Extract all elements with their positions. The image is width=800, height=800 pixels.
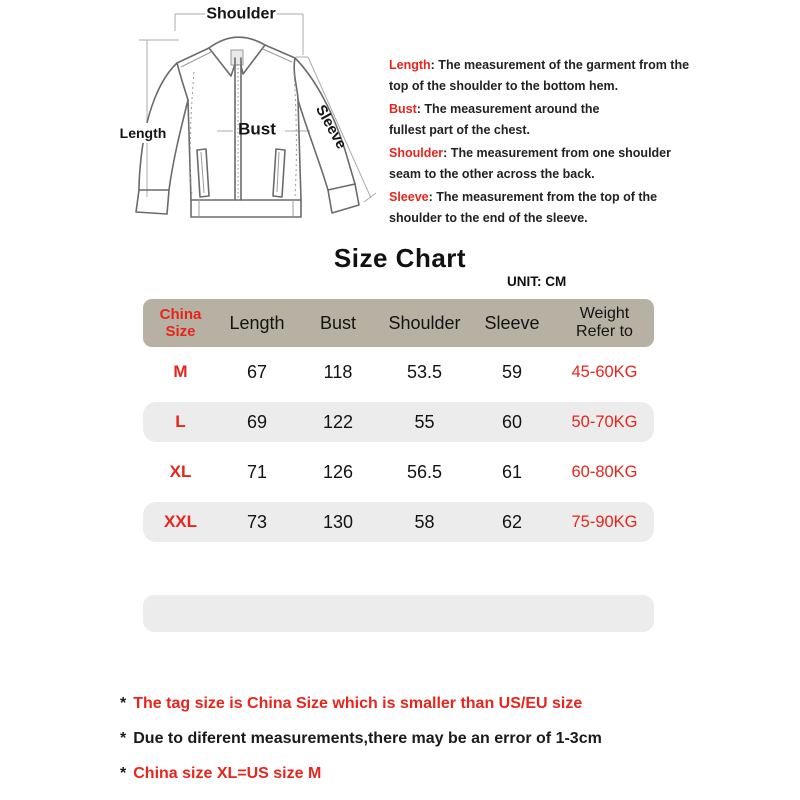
page-title: Size Chart xyxy=(333,243,467,273)
note-text: China size XL=US size M xyxy=(133,765,322,782)
jacket-line-drawing xyxy=(105,0,395,245)
column-header-weight: Weight Refer to xyxy=(576,305,633,340)
sleeve-label: Sleeve xyxy=(312,102,350,152)
definition-shoulder xyxy=(389,143,689,185)
definition-text-line2: shoulder to the end of the sleeve. xyxy=(389,211,588,225)
bust-cell: 130 xyxy=(322,511,354,532)
column-header-china-size: China Size xyxy=(159,306,202,340)
bust-cell: 118 xyxy=(323,361,353,382)
definition-text-line2: fullest part of the chest. xyxy=(389,123,530,137)
definition-term: Sleeve xyxy=(389,190,429,204)
definition-text: : The measurement from one shoulder xyxy=(443,146,671,160)
weight-cell: 50-70KG xyxy=(571,412,638,431)
table-row-xl xyxy=(143,447,654,497)
definition-term: Bust xyxy=(389,102,417,116)
definition-text-line2: top of the shoulder to the bottom hem. xyxy=(389,79,619,93)
note-text: The tag size is China Size which is smaller than US/EU size xyxy=(133,695,583,712)
notes-section xyxy=(120,686,602,791)
shoulder-label: Shoulder xyxy=(206,5,276,23)
bust-cell: 122 xyxy=(322,411,354,432)
shoulder-cell: 55 xyxy=(414,411,435,432)
weight-cell: 45-60KG xyxy=(571,362,638,381)
size-cell: M xyxy=(173,362,188,381)
bust-label: Bust xyxy=(238,119,276,139)
column-header-shoulder: Shoulder xyxy=(388,312,461,333)
shoulder-cell: 53.5 xyxy=(406,361,443,382)
table-header-row xyxy=(143,299,654,347)
empty-row-bar xyxy=(143,595,654,632)
measurement-definitions xyxy=(389,55,689,231)
asterisk: * xyxy=(120,765,127,782)
asterisk: * xyxy=(120,695,127,712)
length-cell: 71 xyxy=(246,461,268,482)
size-chart-table xyxy=(143,299,654,547)
size-cell: XL xyxy=(169,462,192,481)
definition-text-line2: seam to the other across the back. xyxy=(389,167,595,181)
weight-cell: 60-80KG xyxy=(571,462,638,481)
size-cell: XXL xyxy=(163,512,198,531)
size-cell: L xyxy=(175,412,186,431)
note-size-equivalence xyxy=(120,756,602,791)
length-cell: 69 xyxy=(246,411,268,432)
definition-sleeve xyxy=(389,187,689,229)
column-header-bust: Bust xyxy=(319,312,357,333)
definition-text: : The measurement around the xyxy=(416,102,600,116)
length-cell: 73 xyxy=(246,511,268,532)
table-row-m xyxy=(143,347,654,397)
shoulder-cell: 56.5 xyxy=(406,461,443,482)
definition-text: : The measurement of the garment from the xyxy=(430,58,690,72)
definition-term: Length xyxy=(389,58,431,72)
note-measure-error xyxy=(120,721,602,756)
definition-text: : The measurement from the top of the xyxy=(428,190,658,204)
length-cell: 67 xyxy=(246,361,268,382)
sleeve-cell: 59 xyxy=(501,361,523,382)
table-row-xxl xyxy=(143,502,654,542)
table-row-l xyxy=(143,402,654,442)
definition-bust xyxy=(389,99,689,141)
definition-length xyxy=(389,55,689,97)
jacket-diagram xyxy=(105,0,395,245)
note-text: Due to diferent measurements,there may be an error of 1-3cm xyxy=(133,730,602,747)
note-tag-size xyxy=(120,686,602,721)
length-label: Length xyxy=(119,125,167,141)
column-header-sleeve: Sleeve xyxy=(484,312,540,333)
unit-label: UNIT: CM xyxy=(507,274,567,289)
definition-term: Shoulder xyxy=(389,146,444,160)
dimension-lines xyxy=(139,14,376,202)
asterisk: * xyxy=(120,730,127,747)
sleeve-cell: 62 xyxy=(501,511,523,532)
sleeve-cell: 61 xyxy=(501,461,523,482)
bust-cell: 126 xyxy=(322,461,354,482)
column-header-length: Length xyxy=(229,312,285,333)
sleeve-cell: 60 xyxy=(501,411,523,432)
shoulder-cell: 58 xyxy=(414,511,435,532)
weight-cell: 75-90KG xyxy=(571,512,638,531)
